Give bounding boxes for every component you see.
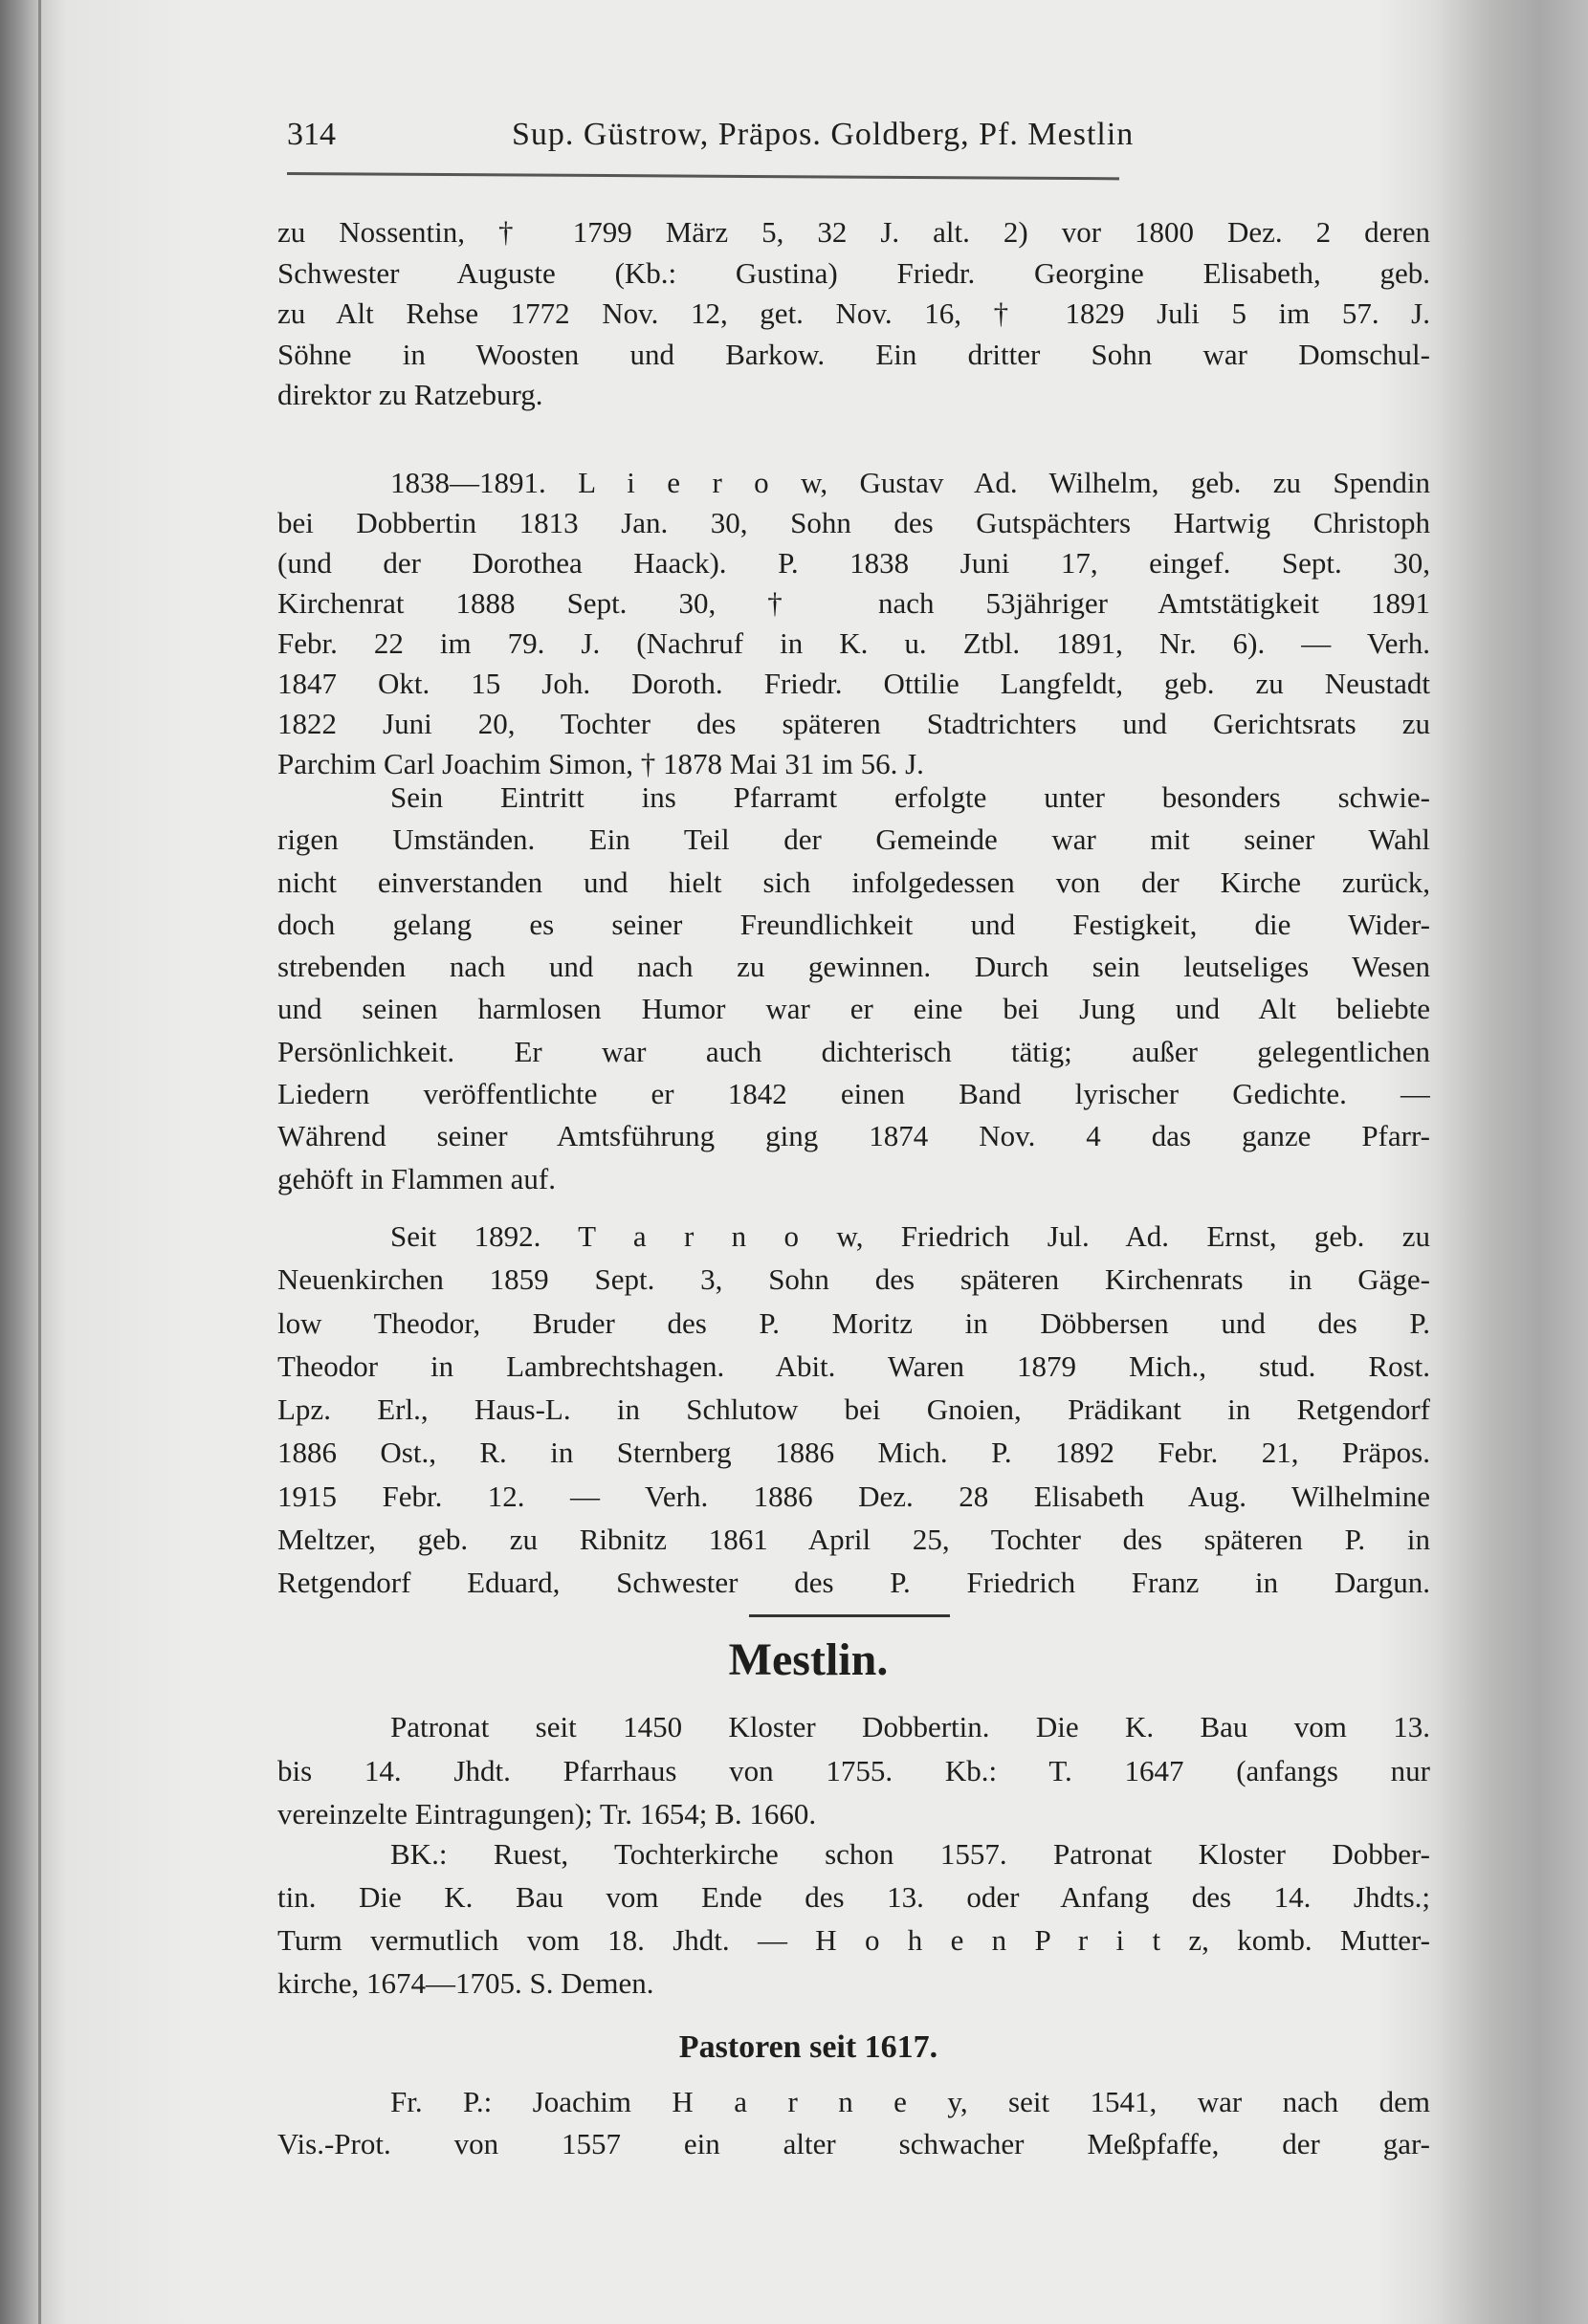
text-line: nicht einverstanden und hielt sich infolgedessen von der Kirche zurück, [277, 865, 1430, 899]
text-line: gehöft in Flammen auf. [277, 1161, 556, 1195]
text-line: Liedern veröffentlichte er 1842 einen Band lyrischer Gedichte. — [277, 1077, 1430, 1111]
page-number: 314 [287, 117, 336, 152]
text-line: tin. Die K. Bau vom Ende des 13. oder Anfang des 14. Jhdts.; [277, 1880, 1430, 1914]
page-binding-edge [38, 0, 41, 2324]
paragraph-tarnow [277, 1215, 1430, 1605]
text-line: vereinzelte Eintragungen); Tr. 1654; B. 1660. [277, 1797, 817, 1831]
text-line: bei Dobbertin 1813 Jan. 30, Sohn des Gutspächters Hartwig Christoph [277, 506, 1430, 539]
text-line: direktor zu Ratzeburg. [277, 378, 543, 411]
text-line: 1886 Ost., R. in Sternberg 1886 Mich. P. 1892 Febr. 21, Präpos. [277, 1436, 1430, 1470]
section-separator [749, 1614, 950, 1617]
text-line: strebenden nach und nach zu gewinnen. Durch sein leutseliges Wesen [277, 950, 1430, 984]
text-line: 1915 Febr. 12. — Verh. 1886 Dez. 28 Elisabeth Aug. Wilhelmine [277, 1479, 1430, 1513]
text-line: 1838—1891. L i e r o w, Gustav Ad. Wilhelm, geb. zu Spendin [390, 466, 1430, 499]
text-line: Während seiner Amtsführung ging 1874 Nov. 4 das ganze Pfarr- [277, 1119, 1430, 1153]
running-title: Sup. Güstrow, Präpos. Goldberg, Pf. Mestlin [512, 117, 1135, 152]
text-line: BK.: Ruest, Tochterkirche schon 1557. Patronat Kloster Dobber- [390, 1837, 1430, 1871]
text-line: bis 14. Jhdt. Pfarrhaus von 1755. Kb.: T. 1647 (anfangs nur [277, 1753, 1430, 1787]
text-line: zu Nossentin, † 1799 März 5, 32 J. alt. 2) vor 1800 Dez. 2 deren [277, 215, 1430, 249]
text-line: Febr. 22 im 79. J. (Nachruf in K. u. Ztbl. 1891, Nr. 6). — Verh. [277, 626, 1430, 660]
text-line: Patronat seit 1450 Kloster Dobbertin. Die K. Bau vom 13. [390, 1710, 1430, 1743]
text-line: Neuenkirchen 1859 Sept. 3, Sohn des späteren Kirchenrats in Gäge- [277, 1262, 1430, 1297]
text-line: Schwester Auguste (Kb.: Gustina) Friedr. Georgine Elisabeth, geb. [277, 255, 1430, 290]
text-line: Kirchenrat 1888 Sept. 30, † nach 53jähriger Amtstätigkeit 1891 [277, 586, 1430, 620]
text-line: Theodor in Lambrechtshagen. Abit. Waren 1879 Mich., stud. Rost. [277, 1348, 1430, 1383]
text-line: Parchim Carl Joachim Simon, † 1878 Mai 31 im 56. J. [277, 747, 924, 780]
text-line: Söhne in Woosten und Barkow. Ein dritter Sohn war Domschul- [277, 337, 1430, 371]
header-rule [287, 172, 1119, 180]
paragraph-bk-ruest [277, 1832, 1430, 2005]
text-line: Fr. P.: Joachim H a r n e y, seit 1541, war nach dem [390, 2085, 1430, 2118]
text-line: Seit 1892. T a r n o w, Friedrich Jul. Ad. Ernst, geb. zu [390, 1219, 1430, 1253]
text-line: Lpz. Erl., Haus-L. in Schlutow bei Gnoien, Prädikant in Retgendorf [277, 1392, 1430, 1427]
paragraph-harney [277, 2081, 1430, 2165]
paragraph-lierow-biography [277, 777, 1430, 1200]
text-line: und seinen harmlosen Humor war er eine bei Jung und Alt beliebte [277, 992, 1430, 1026]
text-line: Retgendorf Eduard, Schwester des P. Friedrich Franz in Dargun. [277, 1566, 1430, 1600]
paragraph-lierow [277, 463, 1430, 784]
text-line: Turm vermutlich vom 18. Jhdt. — H o h e n P r i t z, komb. Mutter- [277, 1923, 1430, 1957]
text-line: doch gelang es seiner Freundlichkeit und Festigkeit, die Wider- [277, 907, 1430, 941]
text-line: 1822 Juni 20, Tochter des späteren Stadtrichters und Gerichtsrats zu [277, 707, 1430, 740]
text-line: Sein Eintritt ins Pfarramt erfolgte unter besonders schwie- [390, 780, 1430, 814]
text-line: rigen Umständen. Ein Teil der Gemeinde war mit seiner Wahl [277, 822, 1430, 857]
section-heading: Mestlin. [728, 1634, 889, 1685]
text-line: Vis.-Prot. von 1557 ein alter schwacher Meßpfaffe, der gar- [277, 2127, 1430, 2160]
paragraph-nossentin-continued [277, 212, 1430, 416]
text-line: 1847 Okt. 15 Joh. Doroth. Friedr. Ottilie Langfeldt, geb. zu Neustadt [277, 667, 1430, 700]
text-line: low Theodor, Bruder des P. Moritz in Döbbersen und des P. [277, 1305, 1430, 1340]
text-line: Meltzer, geb. zu Ribnitz 1861 April 25, Tochter des späteren P. in [277, 1523, 1430, 1557]
running-header [287, 117, 1330, 164]
text-line: zu Alt Rehse 1772 Nov. 12, get. Nov. 16, † 1829 Juli 5 im 57. J. [277, 296, 1430, 330]
subsection-heading: Pastoren seit 1617. [678, 2029, 938, 2065]
text-line: kirche, 1674—1705. S. Demen. [277, 1966, 654, 2000]
paragraph-patronat [277, 1705, 1430, 1836]
text-line: Persönlichkeit. Er war auch dichterisch tätig; außer gelegentlichen [277, 1034, 1430, 1068]
text-line: (und der Dorothea Haack). P. 1838 Juni 17, eingef. Sept. 30, [277, 546, 1430, 580]
